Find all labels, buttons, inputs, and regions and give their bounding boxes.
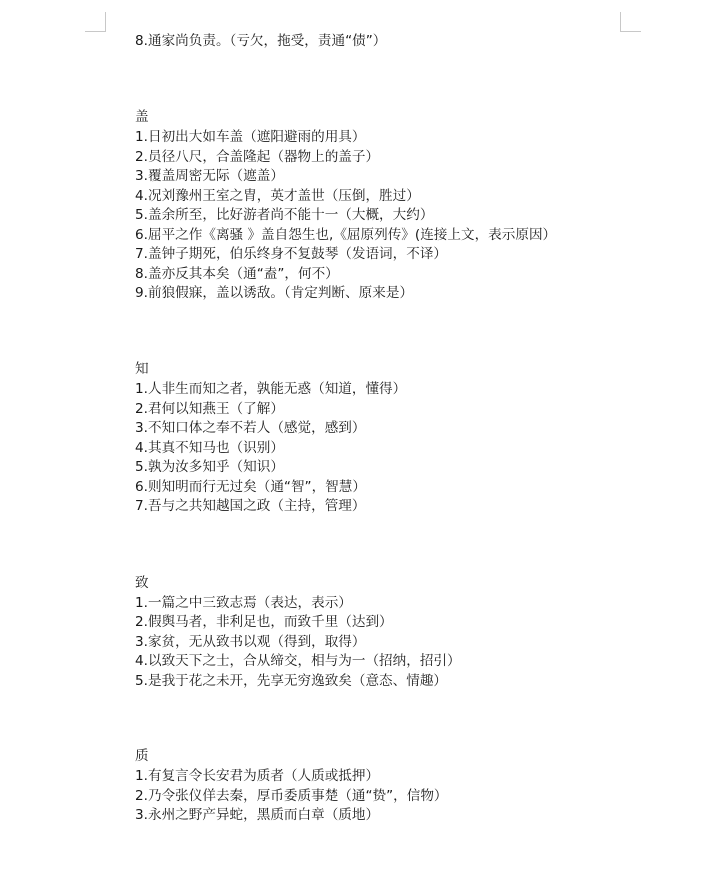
list-item: 6.屈平之作《离骚 》盖自怨生也,《屈原列传》(连接上文，表示原因） xyxy=(135,226,557,243)
list-item: 2.假舆马者，非利足也，而致千里（达到） xyxy=(135,614,393,630)
list-item: 1.日初出大如车盖（遮阳避雨的用具） xyxy=(135,129,366,145)
crop-mark-left-vertical xyxy=(105,12,106,32)
list-item: 3.覆盖周密无际（遮盖） xyxy=(135,168,284,184)
list-item: 9.前狼假寐，盖以诱敌。（肯定判断、原来是） xyxy=(135,285,414,301)
section-heading: 致 xyxy=(135,575,149,591)
list-item: 2.君何以知燕王（了解） xyxy=(135,400,284,417)
crop-mark-right-horizontal xyxy=(620,31,641,32)
list-item: 7.盖钟子期死，伯乐终身不复鼓琴（发语词，不译） xyxy=(135,246,448,262)
crop-mark-right-vertical xyxy=(620,12,621,32)
list-item: 1.人非生而知之者，孰能无惑（知道，懂得） xyxy=(135,381,407,397)
list-item: 8.通家尚负责。（亏欠，拖受，责通“债”） xyxy=(135,33,387,49)
section-heading: 知 xyxy=(135,361,149,377)
list-item: 4.以致天下之士，合从缔交，相与为一（招纳，招引） xyxy=(135,653,461,669)
list-item: 1.一篇之中三致志焉（表达，表示） xyxy=(135,594,352,611)
list-item: 5.孰为汝多知乎（知识） xyxy=(135,459,284,475)
list-item: 2.乃令张仪佯去秦，厚币委质事楚（通“贽”，信物） xyxy=(135,787,448,804)
section-heading: 盖 xyxy=(135,109,149,125)
list-item: 3.不知口体之奉不若人（感觉，感到） xyxy=(135,420,366,436)
list-item: 5.盖余所至，比好游者尚不能十一（大概，大约） xyxy=(135,207,434,223)
list-item: 3.家贫，无从致书以观（得到，取得） xyxy=(135,633,366,650)
list-item: 5.是我于花之未开，先享无穷逸致矣（意态、情趣） xyxy=(135,672,448,689)
list-item: 4.其真不知马也（识别） xyxy=(135,439,284,456)
crop-mark-left-horizontal xyxy=(85,31,106,32)
list-item: 3.永州之野产异蛇，黑质而白章（质地） xyxy=(135,807,380,823)
list-item: 4.况刘豫州王室之胄，英才盖世（压倒，胜过） xyxy=(135,187,420,204)
list-item: 6.则知明而行无过矣（通“智”，智慧） xyxy=(135,478,366,495)
list-item: 8.盖亦反其本矣（通“盍”，何不） xyxy=(135,265,339,282)
section-heading: 质 xyxy=(135,748,149,764)
list-item: 2.员径八尺，合盖隆起（器物上的盖子） xyxy=(135,148,380,165)
list-item: 1.有复言令长安君为质者（人质或抵押） xyxy=(135,768,380,784)
list-item: 7.吾与之共知越国之政（主持，管理） xyxy=(135,498,366,514)
